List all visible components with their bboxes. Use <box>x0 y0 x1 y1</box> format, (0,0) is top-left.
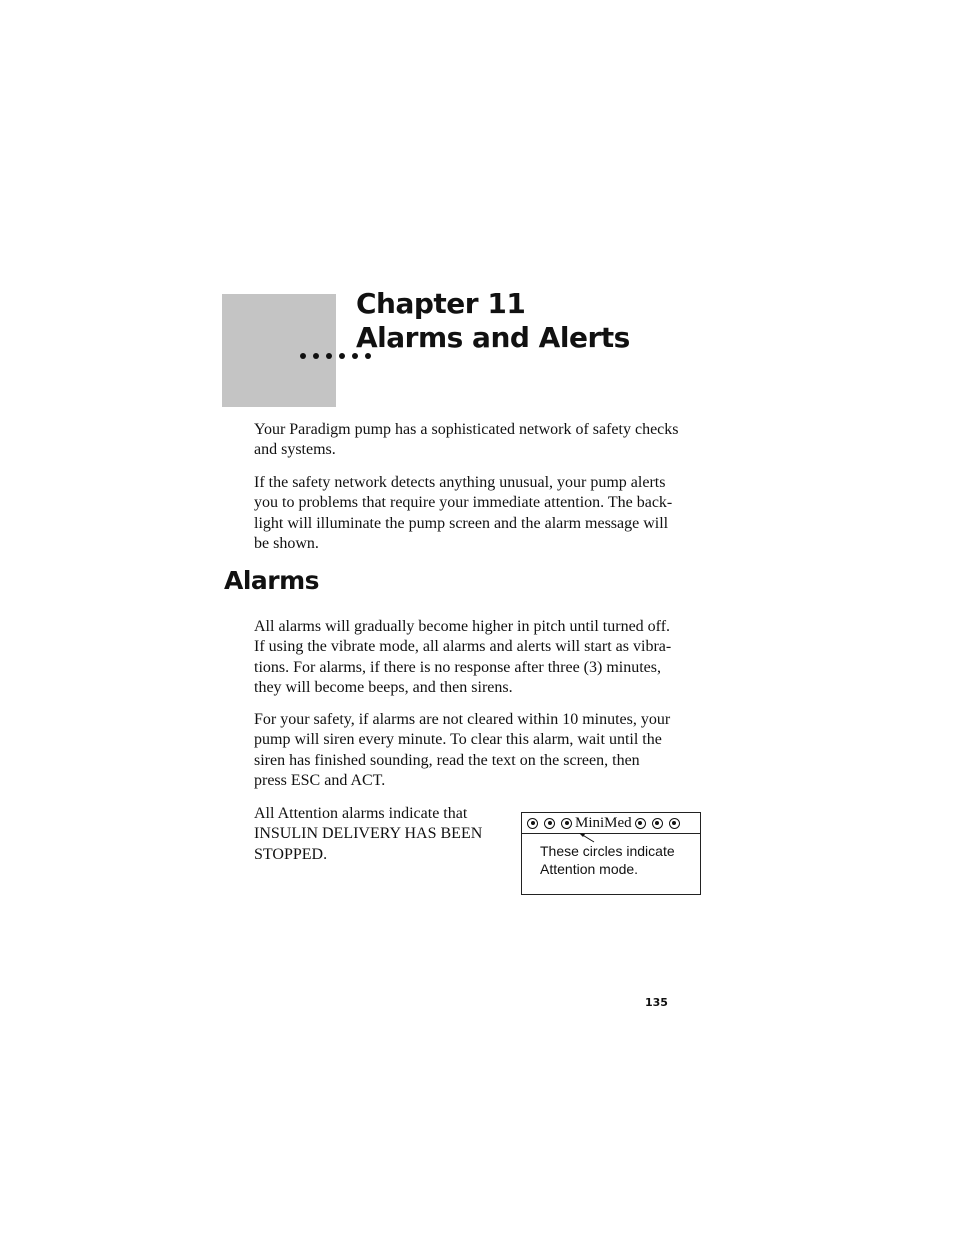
dot <box>300 353 306 359</box>
pump-display-header <box>522 813 700 834</box>
dot <box>326 353 332 359</box>
chapter-title <box>356 287 630 355</box>
attention-circle-icon <box>527 818 538 829</box>
chapter-number: Chapter 11 <box>356 287 526 320</box>
intro-paragraph-2: If the safety network detects anything unusual, your pump alerts you to problems that require your immediate attention. The back- light will illuminate the pump screen and the alarm message will be shown. <box>254 474 673 552</box>
alarms-paragraph-2: For your safety, if alarms are not cleared within 10 minutes, your pump will siren every minute. To clear this alarm, wait until the siren has finished sounding, read the text on the screen, then press ESC and ACT. <box>254 711 671 789</box>
attention-circle-icon <box>669 818 680 829</box>
attention-circle-icon <box>635 818 646 829</box>
chapter-name: Alarms and Alerts <box>356 321 630 354</box>
dot <box>339 353 345 359</box>
dot <box>313 353 319 359</box>
attention-circle-icon <box>544 818 555 829</box>
pump-display-caption: These circles indicate Attention mode. <box>540 843 675 877</box>
attention-circle-icon <box>652 818 663 829</box>
alarms-paragraph-3: All Attention alarms indicate that INSULIN DELIVERY HAS BEEN STOPPED. <box>254 805 483 863</box>
alarms-paragraph-1: All alarms will gradually become higher in pitch until turned off. If using the vibrate mode, all alarms and alerts will start as vibra- tions. For alarms, if there is no response after three (3) minutes, they will become beeps, and then sirens. <box>254 618 672 696</box>
intro-paragraph-1: Your Paradigm pump has a sophisticated network of safety checks and systems. <box>254 421 679 459</box>
pump-brand-label: MiniMed <box>575 814 632 831</box>
pump-display-illustration <box>521 812 701 895</box>
attention-circle-icon <box>561 818 572 829</box>
page-number: 135 <box>645 996 668 1009</box>
chapter-tab-block <box>222 294 336 407</box>
section-heading-alarms: Alarms <box>224 566 320 595</box>
